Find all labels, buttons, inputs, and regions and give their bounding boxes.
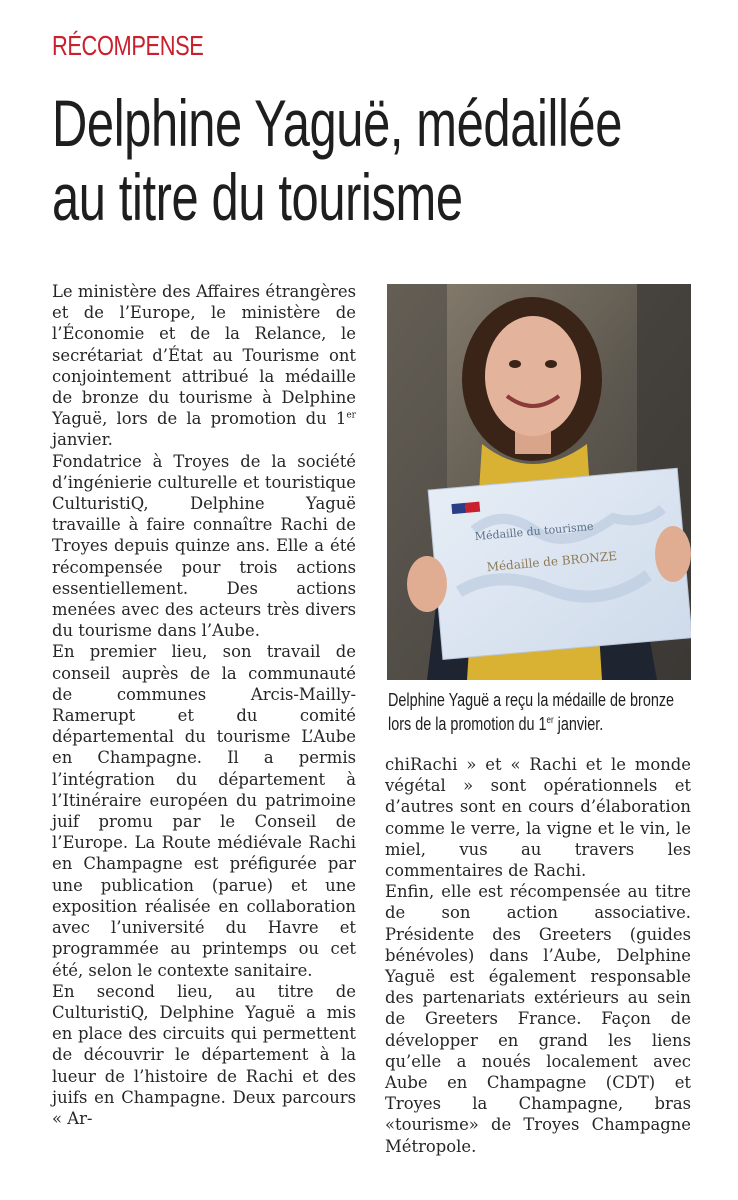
- paragraph-second-action: En second lieu, au titre de CulturistiQ, Delphine Yaguë a mis en place des circuits qui permettent de découvrir le département à la lueur de l’histoire de Rachi et des juifs en Champagne. Deux parcours « Ar-: [52, 981, 356, 1128]
- paragraph-first-action: En premier lieu, son travail de conseil auprès de la communauté de communes Arcis-Mailly-Ramerupt et du comité départemental du tourisme L’Aube en Champagne. Il a permis l’intégration du département à l’Itinéraire européen du patrimoine juif promu par le Conseil de l’Europe. La Route médiévale Rachi en Champagne est préfigurée par une publication (parue) et une exposition réalisée en collaboration avec l’université du Havre et programmée au printemps ou cet été, selon le contexte sanitaire.: [52, 642, 356, 980]
- photo-caption: [388, 688, 675, 736]
- caption-line-2: [388, 712, 644, 736]
- paragraph-circuits: chiRachi » et « Rachi et le monde végétal » sont opérationnels et d’autres sont en cours d’élaboration comme le verre, la vigne et le vin, le miel, vus au travers les commentaires de Rachi.: [385, 755, 691, 881]
- caption-line-1: Delphine Yaguë a reçu la médaille de bronze: [388, 690, 675, 710]
- paragraph-intro: [52, 281, 356, 451]
- right-column: [385, 754, 691, 1157]
- photo-illustration: [387, 284, 691, 680]
- caption-line-2-end: janvier.: [553, 714, 604, 734]
- portrait-photo: [387, 284, 691, 680]
- headline-line-2: au titre du tourisme: [52, 160, 463, 234]
- caption-line-2-start: lors de la promotion du 1: [388, 714, 547, 734]
- certificate-title: Médaille du tourisme: [474, 519, 594, 544]
- caption-superscript: er: [546, 715, 554, 726]
- paragraph-third-action: Enfin, elle est récompensée au titre de son action associative. Présidente des Greeters (guides bénévoles) dans l’Aube, Delphine Yaguë est également responsable des partenariats extérieurs au sein de Greeters France. Façon de développer en grand les liens qu’elle a noués localement avec Aube en Champagne (CDT) et Troyes la Champagne, bras «tourisme» de Troyes Champagne Métropole.: [385, 882, 691, 1156]
- superscript-er: er: [346, 410, 356, 421]
- paragraph-founder: Fondatrice à Troyes de la société d’ingénierie culturelle et touristique CulturistiQ, Delphine Yaguë travaille à faire connaître Rachi de Troyes depuis quinze ans. Elle a été récompensée pour trois actions essentiellement. Des actions menées avec des acteurs très divers du tourisme dans l’Aube.: [52, 451, 356, 641]
- left-column: [52, 281, 356, 1129]
- section-kicker: RÉCOMPENSE: [52, 30, 204, 61]
- paragraph-intro-text: Le ministère des Affaires étrangères et de l’Europe, le ministère de l’Économie et de la Relance, le secrétariat d’État au Tourisme ont conjointement attribué la médaille de bronze du tourisme à Delphine Yaguë, lors de la promotion du 1: [52, 282, 356, 429]
- headline: [52, 86, 688, 234]
- headline-line-1: Delphine Yaguë, médaillée: [52, 86, 623, 160]
- paragraph-intro-end: janvier.: [52, 430, 113, 450]
- certificate-award: Médaille de BRONZE: [486, 548, 618, 575]
